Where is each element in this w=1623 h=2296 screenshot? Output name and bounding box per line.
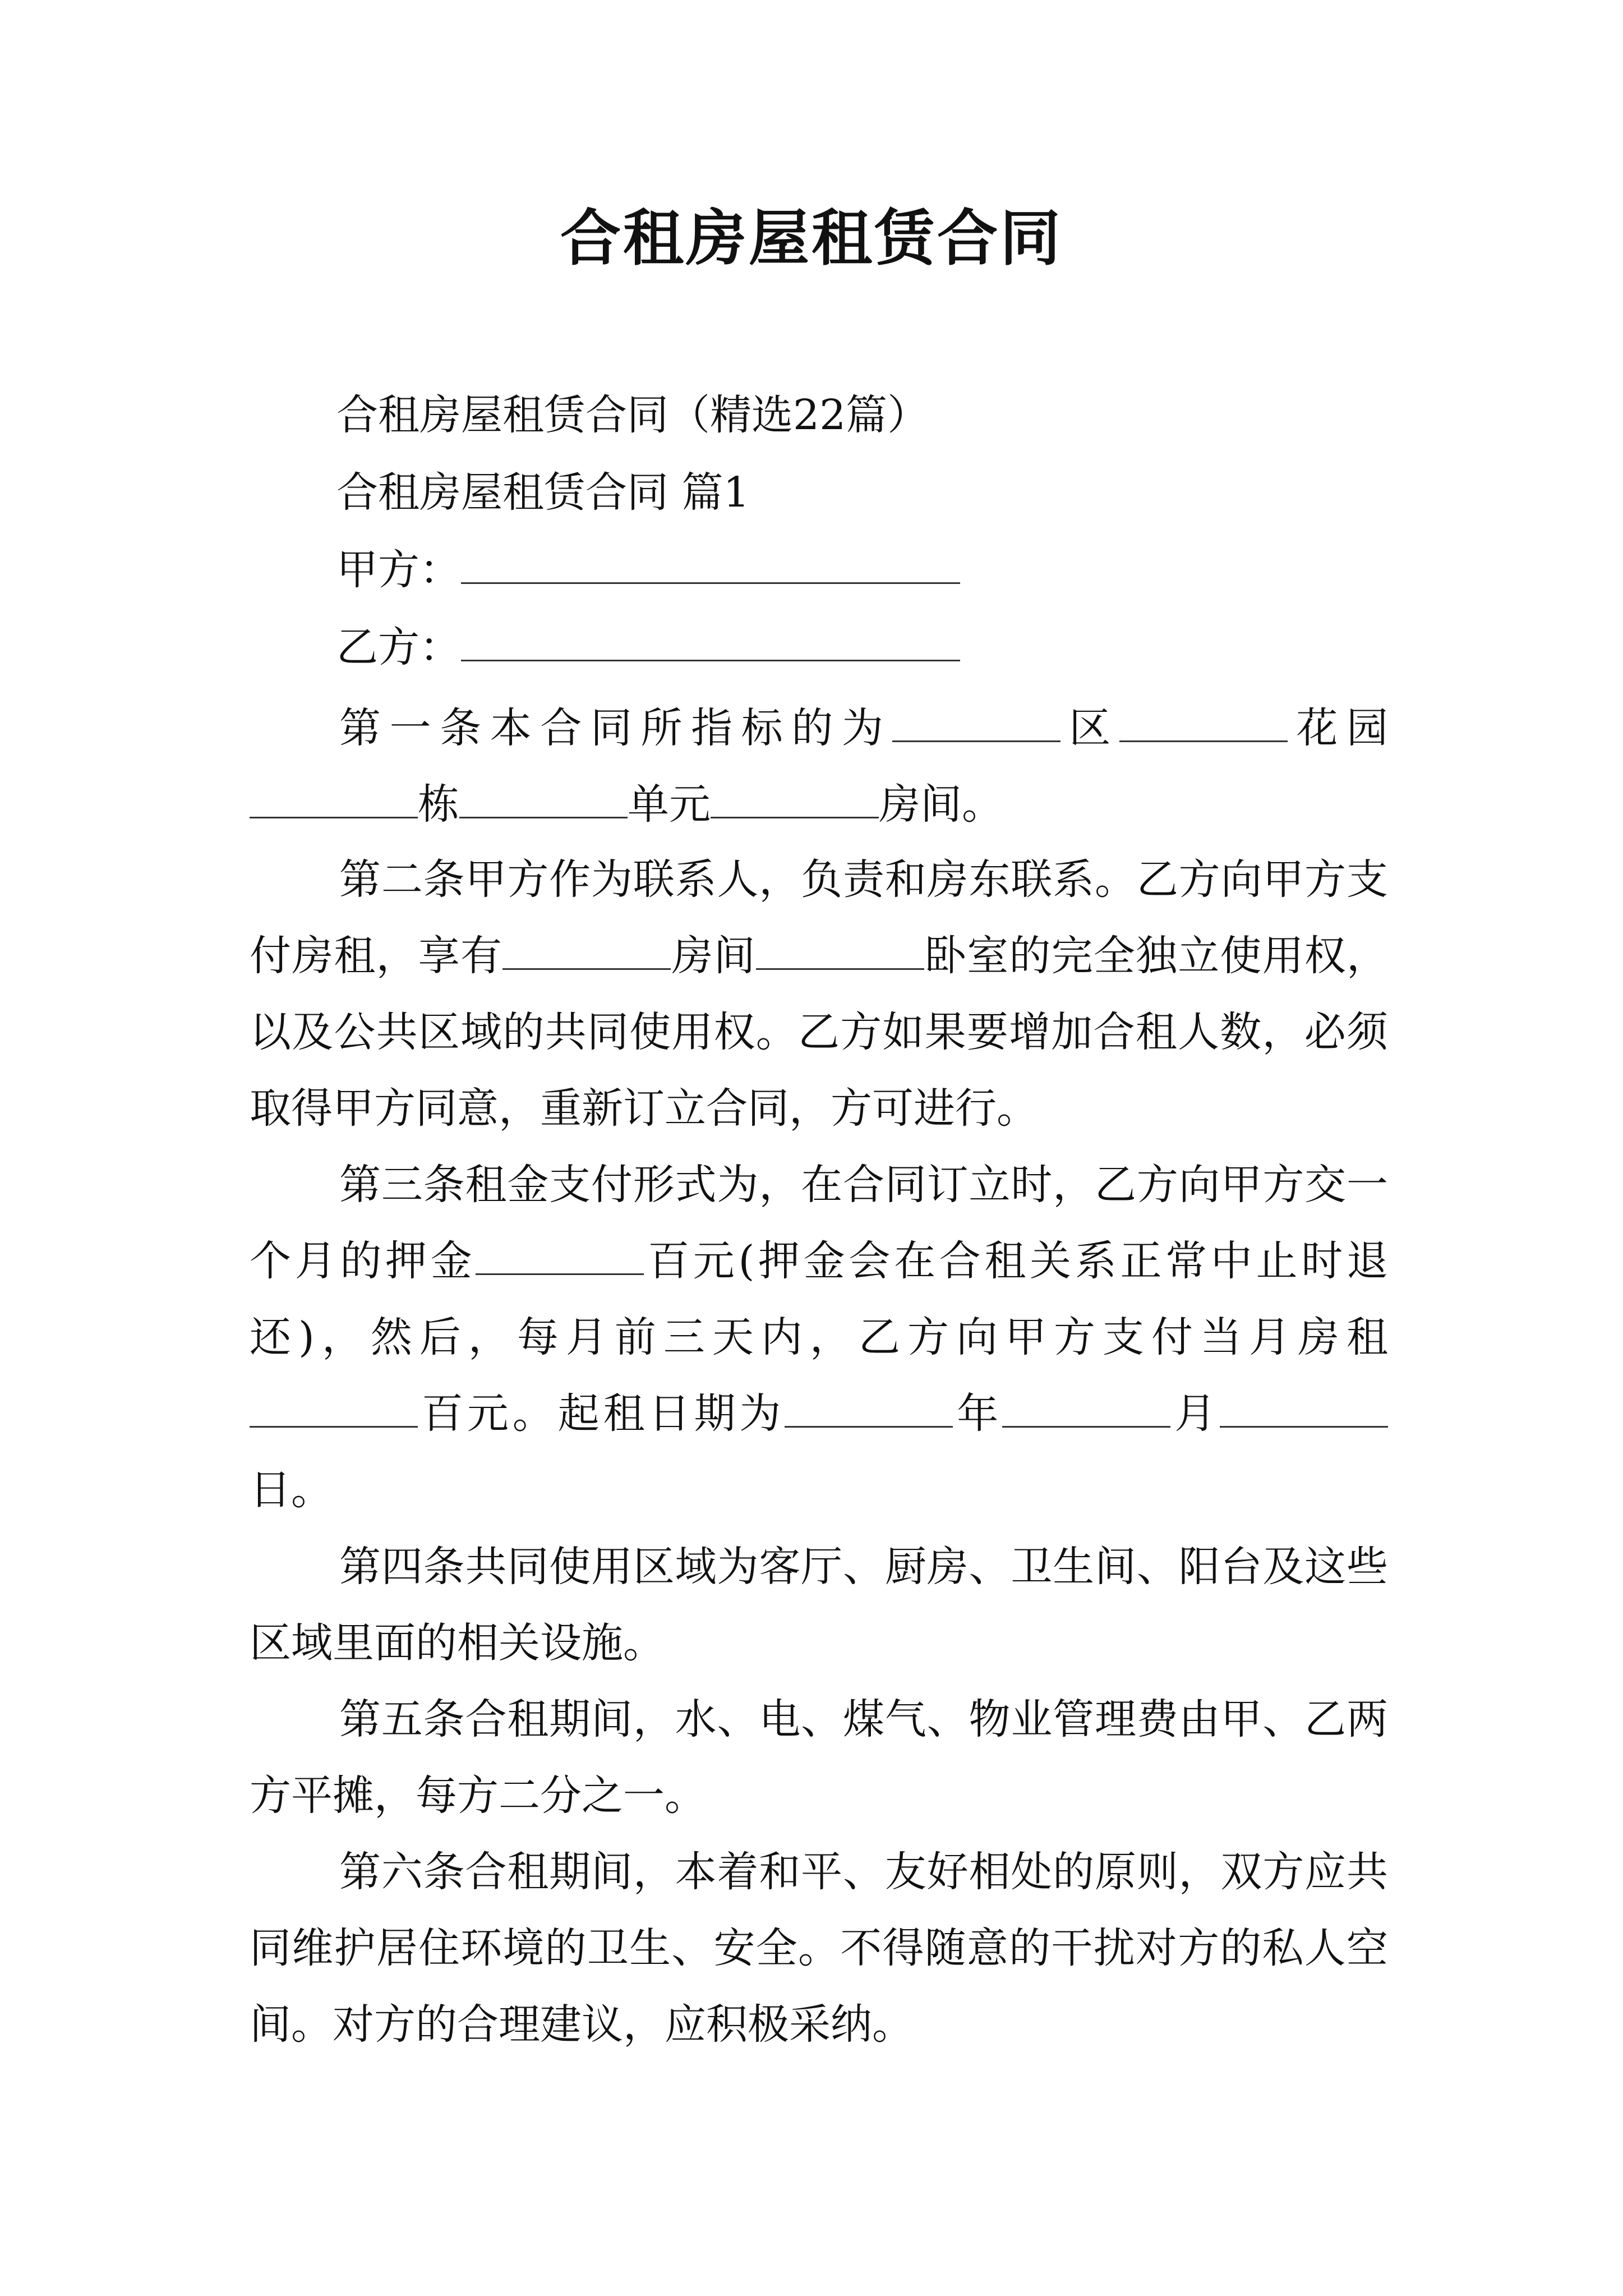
blank <box>756 929 924 970</box>
party-a-blank <box>461 543 960 584</box>
clause-3-text: 百元(押金会在合租关系正常中止时退还)，然后，每月前三天内，乙方向甲方支付当月房租 <box>250 1237 1388 1361</box>
clause-6: 第六条合租期间，本着和平、友好相处的原则，双方应共同维护居住环境的卫生、安全。不得随意的干扰对方的私人空间。对方的合理建议，应积极采纳。 <box>250 1848 1388 2049</box>
clause-1-text: 单元 <box>628 780 711 829</box>
blank <box>711 777 879 818</box>
clause-3-text: 百元。起租日期为 <box>418 1389 785 1438</box>
document-subtitle: 合租房屋租赁合同（精选22篇） <box>336 391 929 439</box>
clause-3-text: 日。 <box>250 1466 333 1514</box>
clause-1-text: 区 <box>1060 704 1119 752</box>
clause-3-text: 第三条租金支付形式为，在合同订立时，乙方向甲方交一个月的押金 <box>250 1161 1388 1285</box>
party-b-line <box>336 619 960 675</box>
clause-1-text: 第一条本合同所指标的为 <box>339 704 892 752</box>
clause-2 <box>250 841 1388 1147</box>
document-title: 合租房屋租赁合同 <box>560 203 1063 274</box>
clause-3-text: 年 <box>953 1389 1003 1438</box>
blank <box>250 777 418 818</box>
clause-2-text: 房间 <box>671 932 756 980</box>
clause-1 <box>250 690 1388 843</box>
blank <box>785 1387 953 1428</box>
blank <box>476 1234 644 1275</box>
party-b-blank <box>461 620 960 661</box>
clause-1-text: 花园 <box>1287 704 1389 752</box>
clause-1-text: 栋 <box>418 780 459 829</box>
blank <box>250 1387 418 1428</box>
clause-4: 第四条共同使用区域为客厅、厨房、卫生间、阳台及这些区域里面的相关设施。 <box>250 1543 1388 1667</box>
blank <box>1119 701 1288 742</box>
party-a-line <box>336 542 960 598</box>
blank <box>502 929 671 970</box>
section-heading: 合租房屋租赁合同 篇1 <box>336 468 750 517</box>
blank <box>1002 1387 1170 1428</box>
blank <box>1220 1387 1388 1428</box>
blank <box>892 701 1061 742</box>
blank <box>459 777 628 818</box>
clause-1-text: 房间。 <box>879 780 1003 829</box>
party-a-label: 甲方： <box>336 546 461 594</box>
clause-2-text: 卧室的完全独立使用权，以及公共区域的共同使用权。乙方如果要增加合租人数，必须取得甲方同意，重新订立合同，方可进行。 <box>250 932 1389 1133</box>
clause-3-text: 月 <box>1170 1389 1220 1438</box>
clause-5: 第五条合租期间，水、电、煤气、物业管理费由甲、乙两方平摊，每方二分之一。 <box>250 1695 1388 1820</box>
clause-2-text: 第二条甲方作为联系人，负责和房东联系。乙方向甲方支付房租，享有 <box>250 855 1388 980</box>
party-b-label: 乙方： <box>336 623 461 671</box>
clause-3 <box>250 1147 1388 1528</box>
